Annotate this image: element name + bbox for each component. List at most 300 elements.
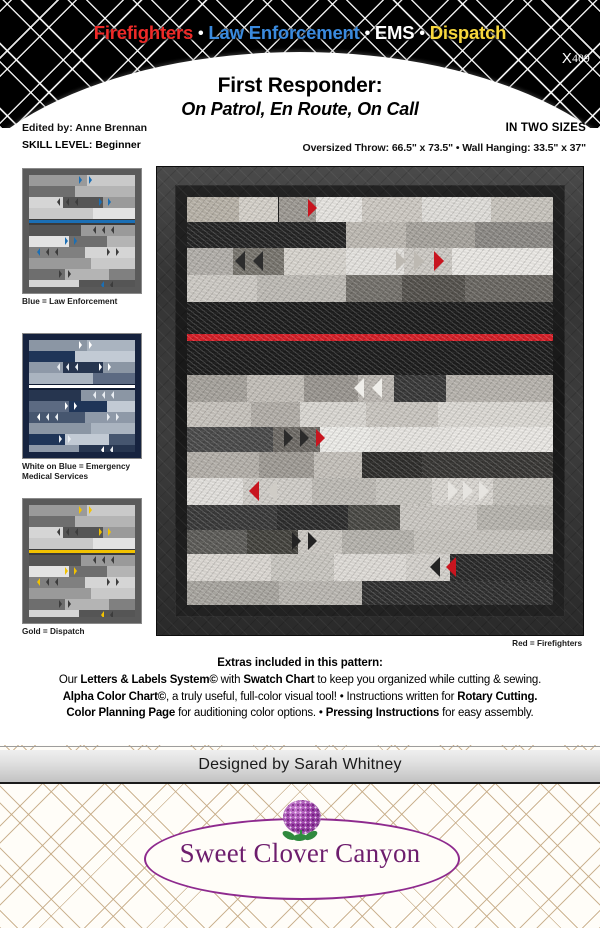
quilt-fabric-segment (446, 375, 553, 402)
quilt-fabric-segment (187, 427, 273, 452)
fabric-texture (370, 427, 452, 452)
responder-tagline (0, 22, 600, 44)
quilt-fabric-segment (491, 197, 553, 222)
swatch-strip (29, 434, 135, 445)
fabric-texture (187, 334, 553, 341)
extras-text-fragment: Our (58, 674, 81, 686)
fabric-texture (452, 248, 553, 275)
skill-level-label (22, 139, 141, 151)
extras-section (0, 657, 600, 722)
swatch-fabric-segment (93, 208, 135, 219)
chevron-arrow-right (99, 363, 102, 371)
chevron-arrow-left (55, 248, 58, 256)
chevron-arrow-left (110, 446, 113, 452)
quilt-fabric-segment (304, 375, 358, 402)
quilt-strip (187, 222, 553, 249)
quilt-strip (187, 275, 553, 302)
swatch-fabric-segment (81, 225, 135, 236)
swatch-inner-2 (29, 505, 135, 617)
swatch-fabric-segment (29, 236, 69, 247)
chevron-arrow-right (89, 506, 92, 514)
swatch-strip (29, 610, 135, 617)
quilt-fabric-segment (406, 222, 476, 249)
fabric-texture (342, 530, 414, 555)
quilt-fabric-segment (277, 505, 349, 530)
swatch-fabric-segment (63, 527, 103, 538)
chevron-arrow-right (308, 199, 317, 217)
quilt-fabric-segment (257, 275, 347, 302)
swatch-strip (29, 175, 135, 186)
chevron-arrow-right (284, 429, 293, 447)
quilt-fabric-segment (187, 452, 259, 479)
swatch-strip (29, 280, 135, 287)
swatch-accent-divider (29, 220, 135, 223)
page-subtitle: On Patrol, En Route, On Call (181, 99, 419, 119)
quilt-fabric-segment (187, 581, 279, 605)
swatch-fabric-segment (91, 588, 135, 599)
chevron-arrow-left (111, 556, 114, 564)
fabric-texture (346, 275, 402, 302)
chevron-arrow-right (108, 363, 111, 371)
swatch-inner-0 (29, 175, 135, 287)
fabric-texture (465, 275, 553, 302)
fabric-texture (187, 505, 277, 530)
swatch-fabric-segment (29, 280, 79, 287)
chevron-arrow-left (93, 226, 96, 234)
swatch-strip (29, 225, 135, 236)
swatch-fabric-segment (93, 538, 135, 549)
fabric-texture (493, 478, 553, 505)
chevron-arrow-right (79, 176, 82, 184)
quilt-fabric-segment (362, 581, 553, 605)
chevron-arrow-left (66, 528, 69, 536)
extras-line-3 (0, 705, 600, 722)
chevron-arrow-left (111, 226, 114, 234)
tagline-separator-1: • (198, 25, 204, 42)
swatch-fabric-segment (65, 599, 109, 610)
quilt-fabric-segment (300, 402, 366, 427)
chevron-arrow-right (108, 198, 111, 206)
swatch-strip (29, 555, 135, 566)
chevron-arrow-right (479, 481, 489, 501)
swatch-strip (29, 269, 135, 280)
sizes-detail: Oversized Throw: 66.5" x 73.5" • Wall Hanging: 33.5" x 37" (302, 142, 586, 154)
chevron-arrow-right (292, 532, 301, 550)
clover-texture (283, 800, 321, 834)
sizes-heading: IN TWO SIZES (505, 122, 586, 134)
tagline-firefighters: Firefighters (93, 22, 194, 43)
chevron-arrow-left (372, 378, 382, 398)
chevron-arrow-right (448, 481, 458, 501)
pattern-code-number: 409 (572, 53, 590, 65)
chevron-arrow-left (102, 226, 105, 234)
chevron-arrow-left (253, 251, 263, 271)
tagline-law-enforcement: Law Enforcement (208, 22, 360, 43)
tagline-separator-2: • (364, 25, 370, 42)
swatch-strip (29, 423, 135, 434)
quilt-fabric-segment (187, 222, 346, 249)
swatch-strip (29, 412, 135, 423)
colorway-swatch-ems (22, 333, 142, 483)
swatch-image-0 (22, 168, 142, 294)
fabric-texture (406, 554, 450, 581)
swatch-strip (29, 208, 135, 219)
fabric-texture (366, 402, 438, 427)
quilt-fabric-segment (342, 530, 414, 555)
chevron-arrow-right (99, 528, 102, 536)
fabric-texture (491, 197, 553, 222)
chevron-arrow-right (116, 248, 119, 256)
swatch-image-1 (22, 333, 142, 459)
fabric-texture (300, 402, 366, 427)
chevron-arrow-right (116, 413, 119, 421)
tagline-ems: EMS (374, 22, 415, 43)
fabric-texture (187, 530, 247, 555)
fabric-texture (406, 222, 476, 249)
extras-text-fragment: Swatch Chart (243, 674, 315, 686)
swatch-strip (29, 247, 135, 258)
quilt-strip (187, 478, 553, 505)
chevron-arrow-left (37, 578, 40, 586)
quilt-strip (187, 530, 553, 555)
quilt-fabric-segment (366, 402, 438, 427)
fabric-texture (187, 248, 233, 275)
extras-text-fragment: Color Planning Page (66, 707, 176, 720)
swatch-fabric-segment (29, 423, 91, 434)
swatch-strip (29, 566, 135, 577)
fabric-texture (362, 581, 553, 605)
swatch-fabric-segment (81, 555, 135, 566)
chevron-arrow-left (46, 248, 49, 256)
swatch-fabric-segment (29, 258, 91, 269)
swatch-fabric-segment (91, 423, 135, 434)
swatch-fabric-segment (87, 175, 135, 186)
chevron-arrow-right (59, 270, 62, 278)
fabric-texture (277, 505, 349, 530)
swatch-caption-0: Blue = Law Enforcement (22, 297, 118, 306)
quilt-fabric-segment (402, 275, 466, 302)
quilt-frame (156, 166, 584, 636)
chevron-arrow-right (89, 341, 92, 349)
extras-text-fragment: Pressing Instructions (325, 707, 440, 720)
quilt-strip (187, 302, 553, 334)
chevron-arrow-left (75, 528, 78, 536)
quilt-strip (187, 248, 553, 275)
swatch-strip (29, 599, 135, 610)
colorway-swatch-dispatch (22, 498, 142, 637)
quilt-caption: Red = Firefighters (512, 639, 582, 648)
fabric-texture (446, 375, 553, 402)
chevron-arrow-left (55, 578, 58, 586)
quilt-fabric-segment (187, 505, 277, 530)
page-title: First Responder: (217, 74, 383, 97)
swatch-fabric-segment (79, 280, 135, 287)
quilt-fabric-segment (187, 554, 271, 581)
swatch-fabric-segment (29, 555, 81, 566)
fabric-texture (251, 402, 301, 427)
quilt-fabric-segment (404, 248, 452, 275)
quilt-fabric-segment (414, 530, 553, 555)
brand-logo (144, 800, 456, 900)
swatch-fabric-segment (85, 247, 135, 258)
swatch-caption-1: White on Blue = Emergency Medical Services (22, 462, 131, 482)
quilt-fabric-segment (271, 554, 335, 581)
swatch-fabric-segment (29, 390, 81, 401)
quilt-fabric-segment (320, 427, 370, 452)
swatch-strip (29, 390, 135, 401)
chevron-arrow-right (79, 341, 82, 349)
swatch-fabric-segment (29, 401, 69, 412)
chevron-arrow-left (101, 446, 104, 452)
chevron-arrow-right (434, 251, 444, 271)
chevron-arrow-right (74, 402, 77, 410)
fabric-texture (271, 554, 335, 581)
chevron-arrow-left (66, 363, 69, 371)
fabric-texture (422, 197, 492, 222)
fabric-texture (414, 530, 553, 555)
chevron-arrow-right (89, 176, 92, 184)
fabric-texture (284, 248, 346, 275)
fabric-texture (247, 530, 299, 555)
chevron-arrow-left (101, 281, 104, 287)
quilt-fabric-segment (348, 505, 400, 530)
swatch-fabric-segment (63, 197, 103, 208)
swatch-fabric-segment (91, 258, 135, 269)
chevron-arrow-left (46, 413, 49, 421)
chevron-arrow-left (102, 391, 105, 399)
swatch-fabric-segment (79, 445, 135, 452)
fabric-texture (438, 402, 553, 427)
extras-heading: Extras included in this pattern: (217, 657, 383, 669)
extras-text-fragment: Rotary Cutting. (457, 690, 538, 703)
swatch-fabric-segment (65, 269, 109, 280)
chevron-arrow-right (396, 251, 406, 271)
pattern-code (562, 50, 590, 67)
fabric-texture (316, 197, 362, 222)
designer-credit: Designed by Sarah Whitney (198, 756, 402, 773)
chevron-arrow-left (37, 248, 40, 256)
quilt-fabric-segment (422, 197, 492, 222)
chevron-arrow-right (107, 413, 110, 421)
swatch-fabric-segment (29, 208, 93, 219)
chevron-arrow-left (93, 391, 96, 399)
fabric-texture (320, 427, 370, 452)
colorway-swatch-law-enforcement (22, 168, 142, 307)
swatch-strip (29, 236, 135, 247)
fabric-texture (362, 197, 422, 222)
extras-text-fragment: for auditioning color options. • (175, 707, 326, 720)
swatch-strip (29, 445, 135, 452)
quilt-fabric-segment (187, 197, 239, 222)
chevron-arrow-right (108, 528, 111, 536)
fabric-texture (422, 452, 553, 479)
quilt-fabric-segment (465, 275, 553, 302)
fabric-texture (279, 581, 363, 605)
quilt-fabric-segment (187, 375, 247, 402)
fabric-texture (477, 505, 553, 530)
tagline-dispatch: Dispatch (429, 22, 507, 43)
quilt-fabric-segment (400, 505, 478, 530)
fabric-texture (187, 402, 251, 427)
fabric-texture (394, 375, 446, 402)
fabric-texture (348, 505, 400, 530)
pattern-code-prefix: X (561, 50, 573, 67)
swatch-strip (29, 505, 135, 516)
main-quilt-photo (156, 166, 584, 648)
swatch-fabric-segment (29, 538, 93, 549)
swatch-fabric-segment (29, 516, 75, 527)
quilt-fabric-segment (251, 402, 301, 427)
fabric-texture (312, 478, 376, 505)
quilt-fabric-segment (187, 478, 243, 505)
chevron-arrow-left (37, 413, 40, 421)
quilt-fabric-segment (438, 402, 553, 427)
chevron-arrow-left (57, 363, 60, 371)
quilt-strip (187, 197, 553, 222)
quilt-strip (187, 334, 553, 341)
swatch-strip (29, 577, 135, 588)
edited-by-label: Edited by: Anne Brennan (22, 122, 148, 134)
chevron-arrow-right (316, 429, 325, 447)
swatch-accent-divider (29, 385, 135, 388)
swatch-strip (29, 197, 135, 208)
swatch-fabric-segment (107, 566, 135, 577)
chevron-arrow-left (111, 391, 114, 399)
quilt-fabric-segment (298, 530, 342, 555)
fabric-texture (187, 302, 553, 334)
skill-level-key: SKILL LEVEL: (22, 139, 93, 151)
chevron-arrow-left (446, 557, 456, 577)
fabric-texture (402, 275, 466, 302)
quilt-fabric-segment (376, 478, 432, 505)
swatch-fabric-segment (107, 401, 135, 412)
chevron-arrow-right (116, 578, 119, 586)
swatch-strip (29, 186, 135, 197)
fabric-texture (187, 341, 553, 375)
swatch-fabric-segment (75, 351, 135, 362)
chevron-arrow-left (75, 363, 78, 371)
quilt-fabric-segment (314, 452, 362, 479)
fabric-texture (187, 275, 257, 302)
quilt-strip-field (187, 197, 553, 605)
swatch-caption-2: Gold = Dispatch (22, 627, 85, 636)
chevron-arrow-right (68, 270, 71, 278)
quilt-fabric-segment (406, 554, 450, 581)
fabric-texture (376, 478, 432, 505)
swatch-fabric-segment (93, 373, 135, 384)
fabric-texture (273, 427, 321, 452)
chevron-arrow-left (75, 198, 78, 206)
fabric-texture (187, 427, 273, 452)
fabric-texture (187, 222, 346, 249)
chevron-arrow-right (74, 567, 77, 575)
swatch-fabric-segment (79, 610, 135, 617)
swatch-fabric-segment (29, 445, 79, 452)
fabric-texture (247, 375, 305, 402)
fabric-texture (187, 581, 279, 605)
quilt-fabric-segment (370, 427, 452, 452)
fabric-texture (452, 427, 553, 452)
swatch-strip (29, 527, 135, 538)
quilt-fabric-segment (247, 530, 299, 555)
fabric-texture (404, 248, 452, 275)
chevron-arrow-right (463, 481, 473, 501)
designer-band (0, 750, 600, 784)
swatch-fabric-segment (81, 390, 135, 401)
chevron-arrow-right (308, 532, 317, 550)
chevron-arrow-left (110, 281, 113, 287)
quilt-fabric-segment (394, 375, 446, 402)
chevron-arrow-left (57, 528, 60, 536)
chevron-arrow-left (235, 251, 245, 271)
chevron-arrow-right (65, 567, 68, 575)
fabric-texture (187, 554, 271, 581)
chevron-arrow-left (93, 556, 96, 564)
swatch-inner-1 (29, 340, 135, 452)
extras-line-1 (0, 672, 600, 689)
quilt-fabric-segment (239, 197, 279, 222)
chevron-arrow-right (107, 248, 110, 256)
chevron-arrow-left (102, 556, 105, 564)
quilt-strip (187, 452, 553, 479)
fabric-texture (314, 452, 362, 479)
quilt-fabric-segment (362, 452, 422, 479)
swatch-fabric-segment (87, 505, 135, 516)
swatch-strip (29, 401, 135, 412)
chevron-arrow-right (107, 578, 110, 586)
quilt-fabric-segment (187, 248, 233, 275)
swatch-fabric-segment (75, 516, 135, 527)
fabric-texture (450, 554, 553, 581)
chevron-arrow-right (65, 237, 68, 245)
chevron-arrow-left (267, 481, 277, 501)
skill-level-value: Beginner (95, 139, 141, 151)
swatch-fabric-segment (107, 236, 135, 247)
swatch-image-2 (22, 498, 142, 624)
extras-text-fragment: , a truly useful, full-color visual tool! • Instructions written for (165, 690, 458, 703)
fabric-texture (475, 222, 553, 249)
fabric-texture (257, 275, 347, 302)
chevron-arrow-left (430, 557, 440, 577)
quilt-fabric-segment (273, 427, 321, 452)
chevron-arrow-right (68, 600, 71, 608)
fabric-texture (362, 452, 422, 479)
fabric-texture (187, 478, 243, 505)
quilt-fabric-segment (346, 222, 406, 249)
quilt-fabric-segment (247, 375, 305, 402)
swatch-fabric-segment (85, 577, 135, 588)
chevron-arrow-left (57, 198, 60, 206)
fabric-texture (187, 197, 239, 222)
quilt-fabric-segment (187, 402, 251, 427)
swatch-strip (29, 588, 135, 599)
quilt-fabric-segment (362, 197, 422, 222)
fabric-texture (400, 505, 478, 530)
swatch-strip (29, 340, 135, 351)
swatch-strip (29, 362, 135, 373)
swatch-fabric-segment (65, 434, 109, 445)
chevron-arrow-left (354, 378, 364, 398)
chevron-arrow-right (414, 251, 424, 271)
quilt-strip (187, 341, 553, 375)
quilt-fabric-segment (259, 452, 315, 479)
quilt-fabric-segment (452, 427, 553, 452)
chevron-arrow-right (65, 402, 68, 410)
swatch-fabric-segment (29, 351, 75, 362)
swatch-fabric-segment (29, 588, 91, 599)
chevron-arrow-right (99, 198, 102, 206)
swatch-fabric-segment (29, 610, 79, 617)
